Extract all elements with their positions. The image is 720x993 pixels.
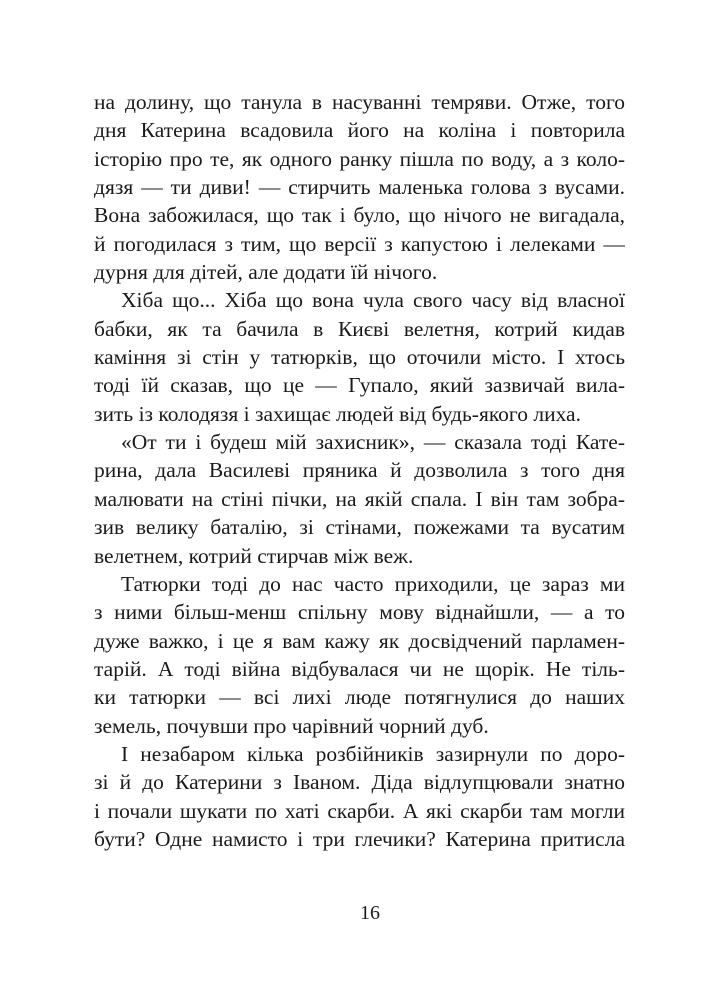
page-number: 16 — [360, 902, 380, 924]
text-line: історію про те, як одного ранку пішла по воду, а з коло- — [94, 146, 625, 171]
page-text — [94, 88, 625, 853]
text-line: малювати на стіні пічки, на якій спала. І він там зобра- — [94, 486, 625, 511]
text-line: й погодилася з тим, що версії з капустою і лелеками — — [94, 231, 625, 256]
text-line: зі й до Катерини з Іваном. Діда відлупцювали знатно — [94, 770, 625, 795]
text-line: на долину, що танула в насуванні темряви. Отже, того — [94, 90, 625, 114]
text-line: земель, почувши про чарівний чорний дуб. — [94, 713, 489, 738]
paragraph — [94, 740, 625, 853]
paragraph — [94, 286, 625, 428]
text-line: Хіба що... Хіба що вона чула свого часу від власної — [121, 288, 625, 313]
text-line: бути? Одне намисто і три глечики? Катерина притисла — [94, 826, 625, 851]
text-line: каміння зі стін у татюрків, що оточили місто. І хтось — [94, 345, 625, 370]
paragraph — [94, 88, 625, 286]
text-line: дязя — ти диви! — стирчить маленька голова з вусами. — [94, 175, 625, 200]
text-line: дня Катерина всадовила його на коліна і повторила — [94, 118, 625, 143]
text-line: з ними більш-менш спільну мову віднайшли, — а то — [94, 600, 625, 625]
paragraph — [94, 428, 625, 570]
text-line: Вона забожилася, що так і було, що нічого не вигадала, — [94, 203, 625, 228]
text-line: і почали шукати по хаті скарби. А які скарби там могли — [94, 798, 625, 823]
text-line: І незабаром кілька розбійників зазирнули по доро- — [121, 741, 625, 766]
text-line: рина, дала Василеві пряника й дозволила з того дня — [94, 458, 625, 483]
text-line: ки татюрки — всі лихі люде потягнулися до наших — [94, 685, 625, 710]
text-line: Татюрки тоді до нас часто приходили, це зараз ми — [121, 571, 625, 596]
text-line: «От ти і будеш мій захисник», — сказала тоді Кате- — [121, 430, 625, 455]
text-line: бабки, як та бачила в Києві велетня, котрий кидав — [94, 316, 625, 341]
text-line: дурня для дітей, але додати їй нічого. — [94, 260, 438, 285]
text-line: тарій. А тоді війна відбувалася чи не щорік. Не тіль- — [94, 656, 625, 681]
text-line: велетнем, котрий стирчав між веж. — [94, 543, 414, 568]
text-line: дуже важко, і це я вам кажу як досвідчений парламен- — [94, 628, 625, 653]
text-line: зив велику баталію, зі стінами, пожежами та вусатим — [94, 515, 625, 540]
text-line: тоді їй сказав, що це — Гупало, який зазвичай вила- — [94, 373, 625, 398]
paragraph — [94, 570, 625, 740]
text-line: зить із колодязя і захищає людей від будь-якого лиха. — [94, 401, 581, 426]
